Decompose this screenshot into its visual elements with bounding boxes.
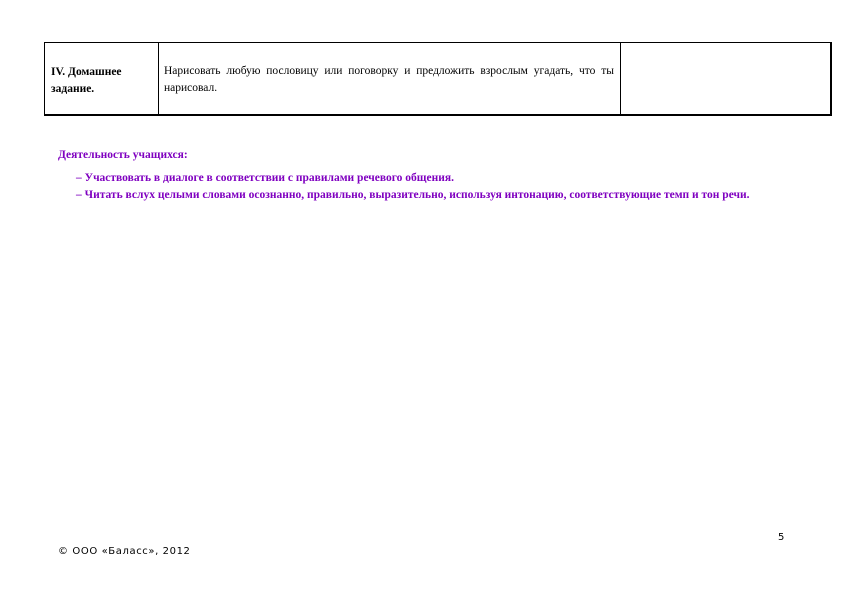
task-text: Нарисовать любую пословицу или поговорку и предложить взрослым угадать, что ты нарисовал. xyxy=(164,65,614,94)
activity-item: – Читать вслух целыми словами осознанно, правильно, выразительно, используя интонацию, соответствующие темп и тон речи. xyxy=(76,189,750,201)
copyright-notice: © ООО «Баласс», 2012 xyxy=(58,546,191,557)
lesson-table xyxy=(44,42,832,116)
activity-item: – Участвовать в диалоге в соответствии с правилами речевого общения. xyxy=(76,172,454,184)
stage-cell xyxy=(45,43,159,115)
stage-label: IV. Домашнее задание. xyxy=(51,66,122,95)
activity-list xyxy=(58,170,778,204)
activities-title: Деятельность учащихся: xyxy=(58,149,188,161)
page-number: 5 xyxy=(778,532,785,543)
notes-cell xyxy=(621,43,831,115)
task-cell xyxy=(159,43,621,115)
student-activities xyxy=(58,147,778,204)
table-row xyxy=(45,43,831,115)
